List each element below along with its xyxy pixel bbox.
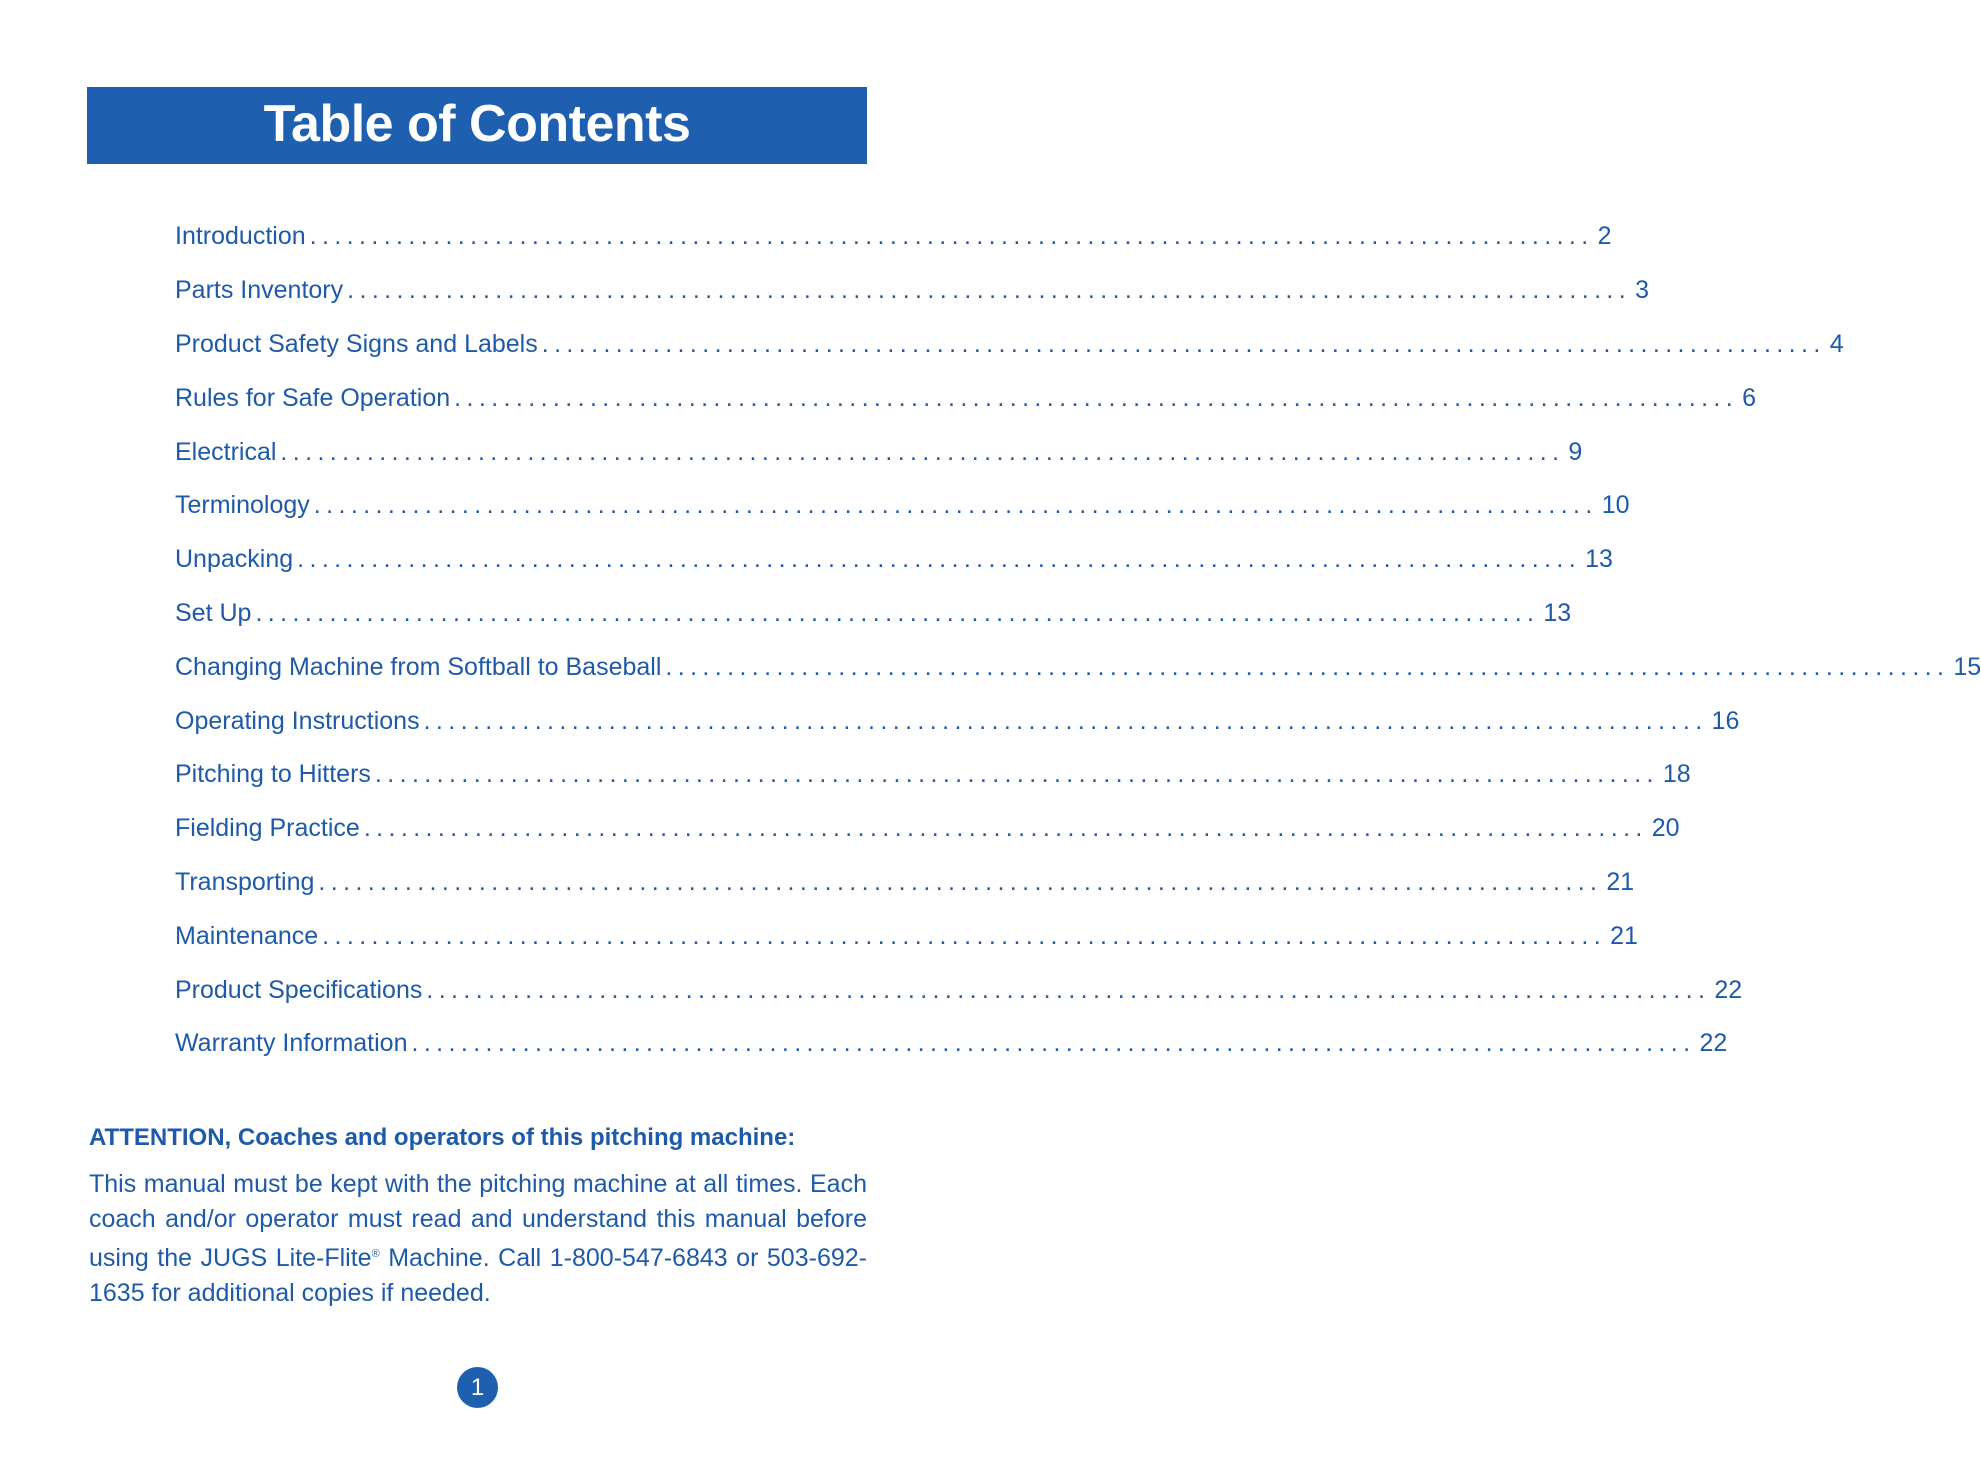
toc-entry-label: Maintenance [175, 921, 319, 950]
toc-entry-label: Pitching to Hitters [175, 760, 371, 789]
attention-body-text: This manual must be kept with the pitching machine at all times. Each coach and/or operator must read and understand this manual before using the JUGS Lite-Flite [89, 1169, 867, 1272]
dot-leader: ........................................................................................................ [665, 652, 1950, 681]
toc-entry-product-safety-signs[interactable] [175, 318, 1844, 372]
toc-entry-label: Product Specifications [175, 975, 423, 1004]
dot-leader: ........................................................................................................ [541, 329, 1826, 358]
page-number-badge [457, 1367, 498, 1408]
toc-entry-unpacking[interactable] [175, 533, 1613, 587]
attention-heading: ATTENTION, Coaches and operators of this pitching machine: [89, 1124, 796, 1151]
toc-entry-label: Transporting [175, 867, 315, 896]
toc-entry-label: Parts Inventory [175, 276, 344, 305]
dot-leader: ........................................................................................................ [363, 814, 1648, 843]
toc-entry-label: Rules for Safe Operation [175, 383, 451, 412]
toc-entry-page: 21 [1606, 867, 1635, 896]
toc-entry-page: 2 [1597, 222, 1612, 251]
toc-entry-maintenance[interactable] [175, 909, 1638, 963]
attention-body [89, 1167, 867, 1311]
dot-leader: ........................................................................................................ [297, 545, 1582, 574]
toc-entry-parts-inventory[interactable] [175, 264, 1650, 318]
dot-leader: ........................................................................................................ [280, 437, 1565, 466]
toc-entry-page: 10 [1601, 491, 1630, 520]
dot-leader: ........................................................................................................ [426, 975, 1711, 1004]
toc-entry-pitching-to-hitters[interactable] [175, 748, 1691, 802]
title-banner [87, 87, 867, 164]
toc-entry-page: 6 [1742, 383, 1757, 412]
toc-entry-operating-instructions[interactable] [175, 694, 1740, 748]
toc-entry-changing-machine[interactable] [175, 640, 1981, 694]
toc-entry-set-up[interactable] [175, 587, 1572, 641]
toc-entry-introduction[interactable] [175, 210, 1612, 264]
toc-entry-label: Fielding Practice [175, 814, 360, 843]
toc-entry-page: 9 [1568, 437, 1583, 466]
toc-entry-label: Changing Machine from Softball to Baseball [175, 652, 662, 681]
toc-entry-page: 22 [1714, 975, 1743, 1004]
dot-leader: ........................................................................................................ [411, 1029, 1696, 1058]
page-title: Table of Contents [263, 94, 691, 153]
toc-entry-page: 13 [1585, 545, 1613, 574]
toc-entry-label: Product Safety Signs and Labels [175, 329, 538, 358]
dot-leader: ........................................................................................................ [423, 706, 1708, 735]
toc-entry-label: Warranty Information [175, 1029, 408, 1058]
toc-entry-page: 13 [1543, 598, 1572, 627]
toc-entry-fielding-practice[interactable] [175, 802, 1680, 856]
toc-entry-page: 22 [1699, 1029, 1728, 1058]
dot-leader: ........................................................................................................ [309, 222, 1594, 251]
registered-trademark: ® [371, 1247, 380, 1260]
attention-body-text-continued: Machine. Call 1-800-547-6843 or 503-692-1635 for additional copies if needed. [89, 1243, 867, 1307]
toc-entry-label: Terminology [175, 491, 310, 520]
dot-leader: ........................................................................................................ [322, 921, 1607, 950]
dot-leader: ........................................................................................................ [374, 760, 1659, 789]
toc-entry-page: 15 [1953, 652, 1981, 681]
dot-leader: ........................................................................................................ [454, 383, 1739, 412]
toc-entry-electrical[interactable] [175, 425, 1583, 479]
toc-entry-product-specifications[interactable] [175, 963, 1743, 1017]
toc-entry-page: 18 [1662, 760, 1691, 789]
attention-notice [89, 1124, 867, 1311]
toc-entry-page: 21 [1610, 921, 1638, 950]
toc-entry-transporting[interactable] [175, 856, 1635, 910]
dot-leader: ........................................................................................................ [347, 276, 1632, 305]
dot-leader: ........................................................................................................ [313, 491, 1598, 520]
toc-entry-page: 16 [1711, 706, 1740, 735]
toc-entry-page: 3 [1635, 276, 1650, 305]
page-number: 1 [470, 1373, 485, 1401]
toc-entry-label: Introduction [175, 222, 306, 251]
toc-entry-page: 20 [1651, 814, 1680, 843]
toc-entry-label: Unpacking [175, 545, 294, 574]
dot-leader: ........................................................................................................ [255, 598, 1540, 627]
dot-leader: ........................................................................................................ [318, 867, 1603, 896]
toc-entry-label: Set Up [175, 598, 252, 627]
toc-entry-terminology[interactable] [175, 479, 1630, 533]
table-of-contents [175, 210, 1981, 1071]
toc-entry-page: 4 [1829, 329, 1844, 358]
toc-entry-warranty-information[interactable] [175, 1017, 1728, 1071]
toc-entry-label: Electrical [175, 437, 277, 466]
toc-entry-label: Operating Instructions [175, 706, 420, 735]
toc-entry-rules-safe-operation[interactable] [175, 371, 1757, 425]
